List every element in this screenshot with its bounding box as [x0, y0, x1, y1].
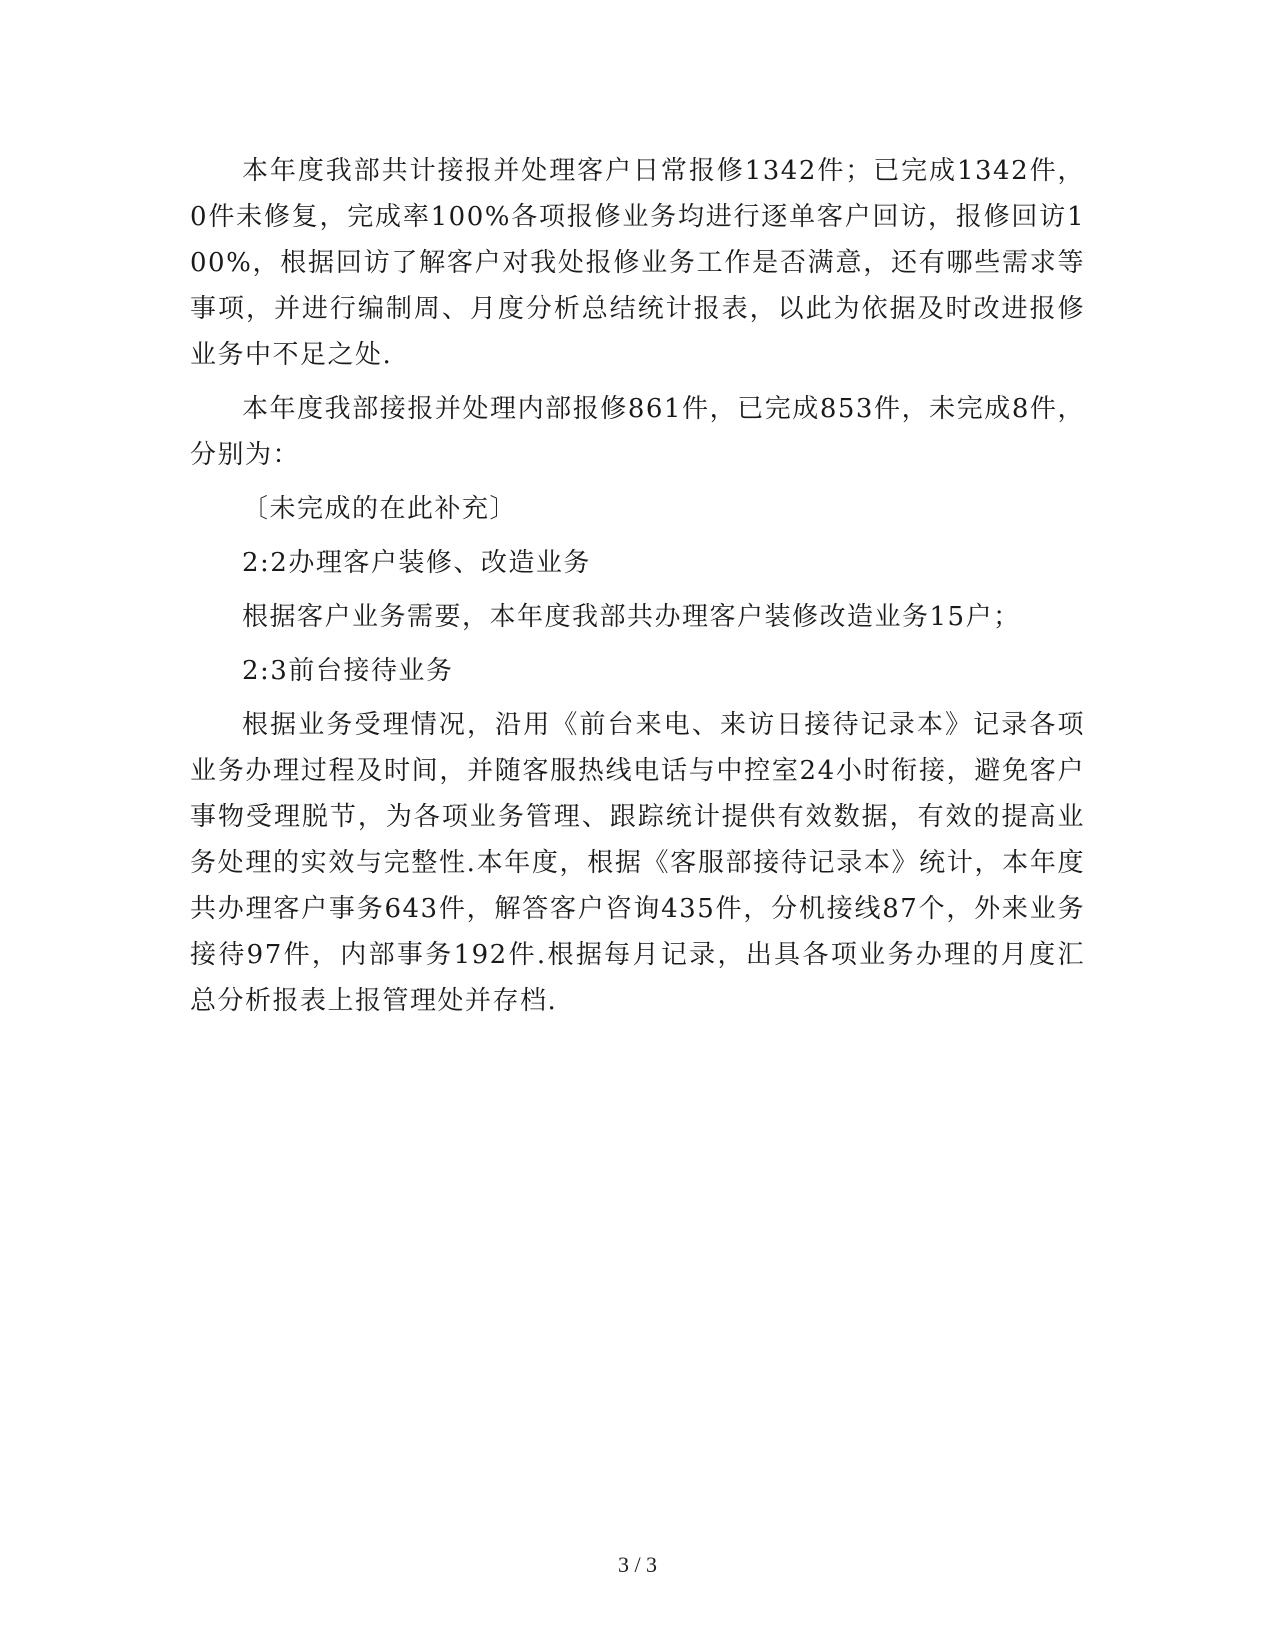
- paragraph-incomplete-note: 〔未完成的在此补充〕: [242, 494, 518, 524]
- paragraph-reception: 根据业务受理情况，沿用《前台来电、来访日接待记录本》记录各项业务办理过程及时间，并随客服热线电话与中控室24小时衔接，避免客户事物受理脱节，为各项业务管理、跟踪统计提供有效数据，有效的提高业务处理的实效与完整性.本年度，根据《客服部接待记录本》统计，本年度共办理客户事务643件，解答客户咨询435件，分机接线87个，外来业务接待97件，内部事务192件.根据每月记录，出具各项业务办理的月度汇总分析报表上报管理处并存档.: [190, 710, 1085, 1016]
- document-body: [190, 148, 1085, 1024]
- paragraph-customer-repairs: 本年度我部共计接报并处理客户日常报修1342件；已完成1342件，0件未修复，完成率100%各项报修业务均进行逐单客户回访，报修回访100%，根据回访了解客户对我处报修业务工作是否满意，还有哪些需求等事项，并进行编制周、月度分析总结统计报表，以此为依据及时改进报修业务中不足之处.: [190, 156, 1085, 370]
- paragraph-renovation: 根据客户业务需要，本年度我部共办理客户装修改造业务15户；: [242, 602, 1021, 632]
- page-number: 3 / 3: [617, 1552, 658, 1577]
- section-heading-reception: 2:3前台接待业务: [242, 656, 454, 686]
- section-heading-renovation: 2:2办理客户装修、改造业务: [242, 548, 591, 578]
- paragraph-internal-repairs: 本年度我部接报并处理内部报修861件，已完成853件，未完成8件，分别为：: [190, 394, 1085, 470]
